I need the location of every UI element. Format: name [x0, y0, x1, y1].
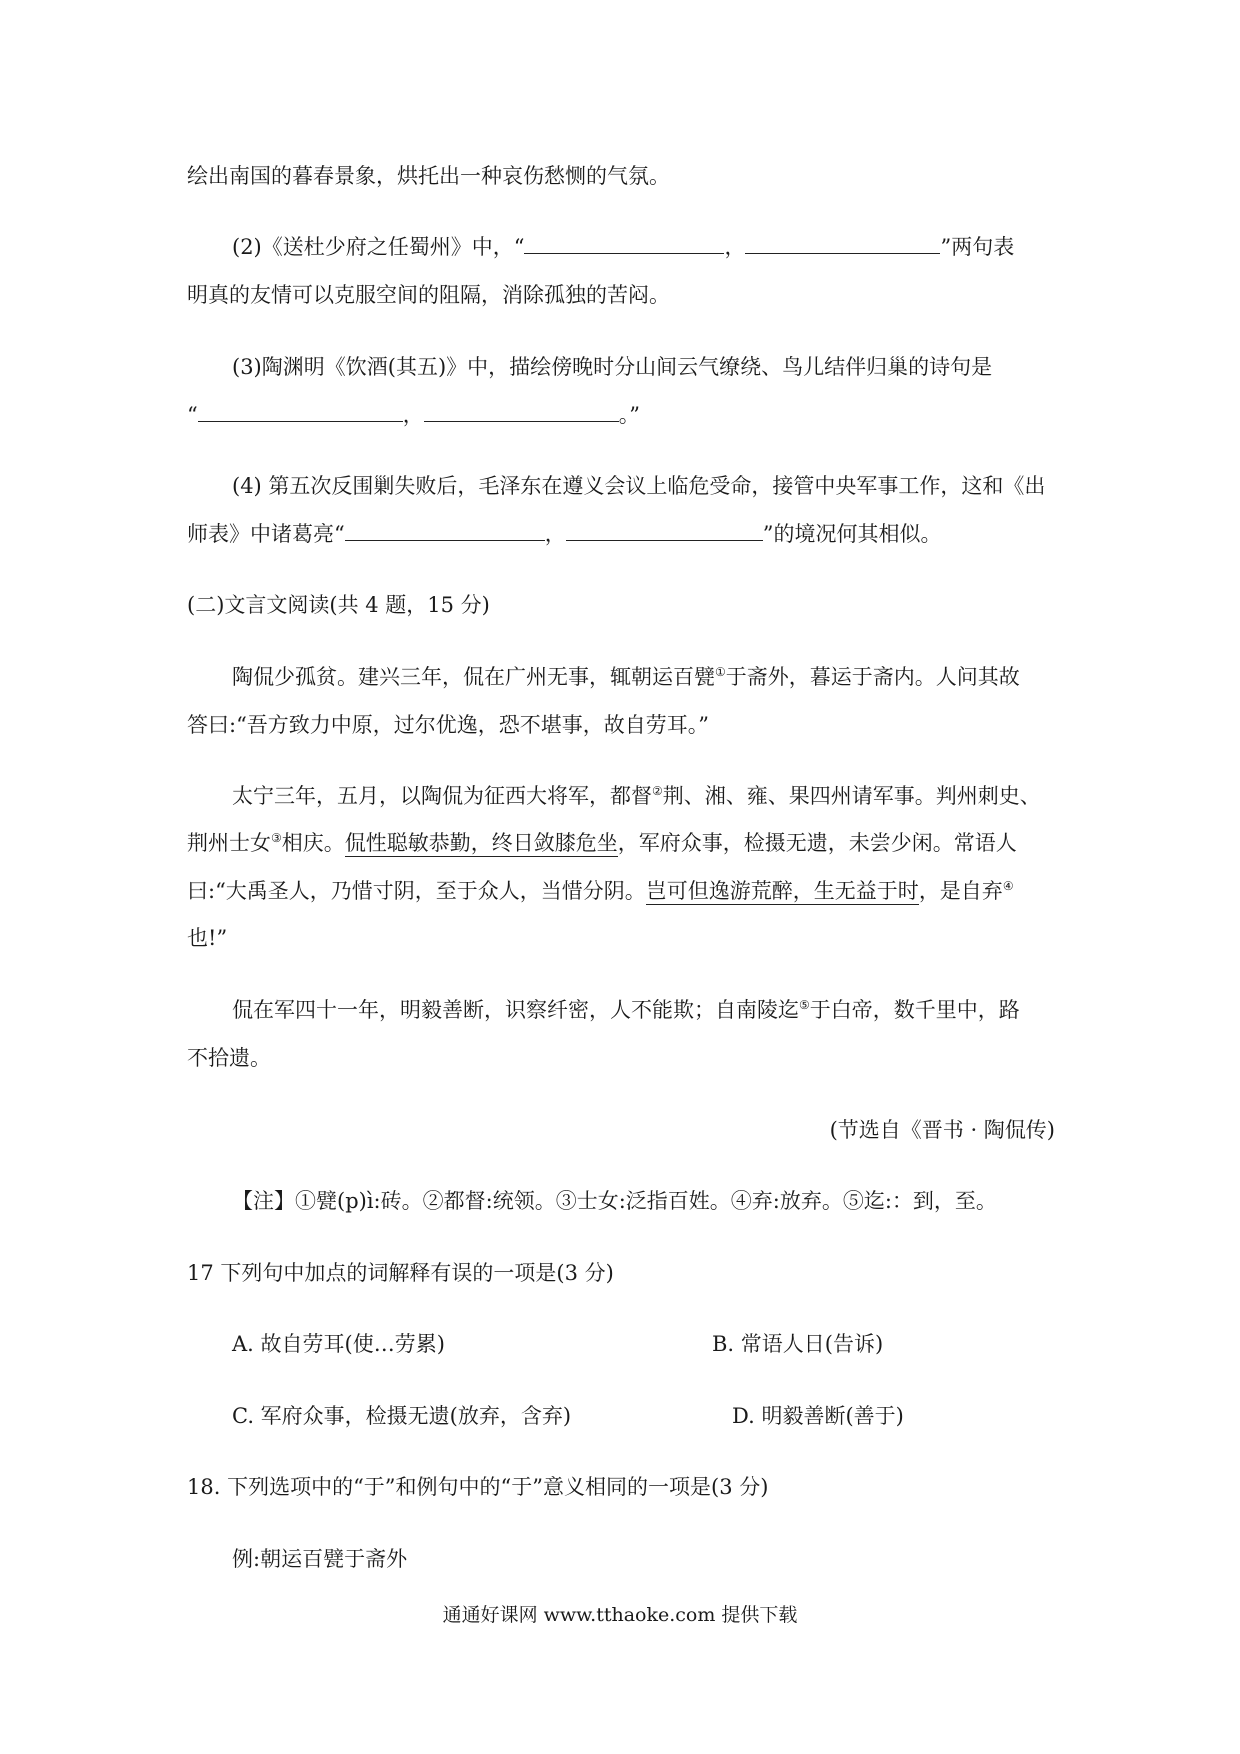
question-18-stem: 18. 下列选项中的“于”和例句中的“于”意义相同的一项是(3 分) [187, 1475, 769, 1499]
text-line: 答曰:“吾方致力中原，过尔优逸，恐不堪事，故自劳耳。” [187, 713, 710, 737]
answer-blank[interactable] [745, 233, 940, 254]
question-18-example: 例:朝运百甓于斋外 [232, 1547, 408, 1571]
answer-blank[interactable] [524, 233, 724, 254]
option-c[interactable]: C. 军府众事，检摄无遗(放弃，含弃) [232, 1404, 572, 1428]
section-title: (二)文言文阅读(共 4 题，15 分) [187, 593, 490, 617]
option-a[interactable]: A. 故自劳耳(使…劳累) [232, 1332, 445, 1356]
notes: 【注】①甓(p)ì:砖。②都督:统领。③士女:泛指百姓。④弃:放弃。⑤迄:：到，至。 [232, 1189, 997, 1213]
source-citation: (节选自《晋书 · 陶侃传) [829, 1118, 1055, 1142]
answer-blank[interactable] [198, 401, 403, 422]
question-17-stem: 17 下列句中加点的词解释有误的一项是(3 分) [187, 1261, 614, 1285]
question-4: (4) 第五次反围剿失败后，毛泽东在遵义会议上临危受命，接管中央军事工作，这和《出 [232, 474, 1046, 498]
text-line: 不拾遗。 [187, 1046, 271, 1070]
question-2: (2)《送杜少府之任蜀州》中，“ ， ”两句表 [232, 235, 1015, 259]
text-line: 明真的友情可以克服空间的阻隔，消除孤独的苦闷。 [187, 283, 670, 307]
passage-paragraph-2: 太宁三年，五月，以陶侃为征西大将军，都督②荆、湘、雍、果四州请军事。判州刺史、 [232, 784, 1041, 808]
option-d[interactable]: D. 明毅善断(善于) [732, 1404, 904, 1428]
underlined-sentence: 侃性聪敏恭勤，终日敛膝危坐 [344, 831, 618, 855]
text-line: 曰:“大禹圣人，乃惜寸阴，至于众人，当惜分阴。岂可但逸游荒醉，生无益于时，是自弃④ [187, 879, 1014, 903]
page-footer: 通通好课网 www.tthaoke.com 提供下载 [442, 1604, 798, 1626]
answer-blank[interactable] [424, 401, 619, 422]
question-3: (3)陶渊明《饮酒(其五)》中，描绘傍晚时分山间云气缭绕、鸟儿结伴归巢的诗句是 [232, 355, 993, 379]
option-b[interactable]: B. 常语人日(告诉) [712, 1332, 884, 1356]
text-line: 也!” [187, 926, 228, 950]
answer-blank[interactable] [566, 520, 763, 541]
question-4-blanks: 师表》中诸葛亮“ ， ”的境况何其相似。 [187, 522, 942, 546]
passage-paragraph-1: 陶侃少孤贫。建兴三年，侃在广州无事，辄朝运百甓①于斋外，暮运于斋内。人问其故 [232, 665, 1020, 689]
passage-paragraph-3: 侃在军四十一年，明毅善断，识察纤密，人不能欺；自南陵迄⑤于白帝，数千里中，路 [232, 998, 1020, 1022]
text-line: 绘出南国的暮春景象，烘托出一种哀伤愁恻的气氛。 [187, 164, 670, 188]
answer-blank[interactable] [345, 520, 545, 541]
underlined-sentence: 岂可但逸游荒醉，生无益于时 [645, 879, 919, 903]
text-line: 荆州士女③相庆。侃性聪敏恭勤，终日敛膝危坐，军府众事，检摄无遗，未尝少闲。常语人 [187, 831, 1017, 855]
question-3-blanks: “ ， 。” [187, 403, 640, 427]
